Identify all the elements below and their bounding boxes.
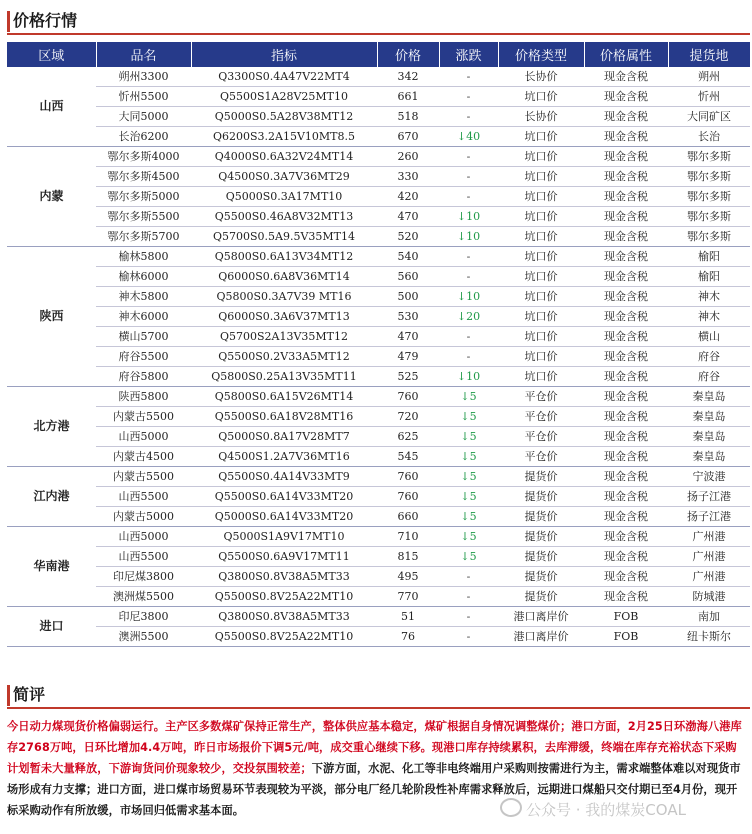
price-type-cell: 坑口价	[498, 187, 584, 207]
price-attr-cell: 现金含税	[584, 507, 668, 527]
spec-cell: Q3300S0.4A47V22MT4	[191, 67, 377, 87]
table-row	[7, 127, 750, 147]
section-divider	[7, 33, 750, 35]
table-row	[7, 347, 750, 367]
comment-highlight-text: 今日动力煤现货价格偏弱运行。主产区多数煤矿保持正常生产，整体供应基本稳定，煤矿根据自身情况调整煤价；港口方面，2月25日环渤海八港库存2768万吨，日环比增加4.4万吨，昨日市场报价下调5元/吨，成交重心继续下移。现港口库存持续累积，去库滞缓，终端在库存充裕状态下采购计划暂未大量释放，下游询货问价现象较少，交投氛围较差；	[7, 720, 742, 775]
price-attr-cell: 现金含税	[584, 287, 668, 307]
product-cell: 府谷5500	[96, 347, 191, 367]
price-cell: 770	[377, 587, 439, 607]
spec-cell: Q5000S1A9V17MT10	[191, 527, 377, 547]
product-cell: 榆林6000	[96, 267, 191, 287]
spec-cell: Q5500S0.4A14V33MT9	[191, 467, 377, 487]
price-cell: 660	[377, 507, 439, 527]
change-cell: -	[439, 107, 498, 127]
spec-cell: Q6000S0.6A8V36MT14	[191, 267, 377, 287]
region-cell: 北方港	[7, 387, 96, 467]
table-row	[7, 207, 750, 227]
price-type-cell: 提货价	[498, 487, 584, 507]
product-cell: 大同5000	[96, 107, 191, 127]
price-attr-cell: 现金含税	[584, 587, 668, 607]
table-row	[7, 427, 750, 447]
delivery-cell: 广州港	[668, 527, 750, 547]
price-cell: 530	[377, 307, 439, 327]
product-cell: 长治6200	[96, 127, 191, 147]
price-type-cell: 提货价	[498, 587, 584, 607]
price-attr-cell: 现金含税	[584, 447, 668, 467]
price-type-cell: 提货价	[498, 507, 584, 527]
price-attr-cell: 现金含税	[584, 567, 668, 587]
price-type-cell: 提货价	[498, 527, 584, 547]
table-row	[7, 447, 750, 467]
price-cell: 495	[377, 567, 439, 587]
price-section-header	[0, 9, 752, 35]
delivery-cell: 扬子江港	[668, 507, 750, 527]
price-attr-cell: 现金含税	[584, 167, 668, 187]
delivery-cell: 府谷	[668, 367, 750, 387]
price-type-cell: 坑口价	[498, 147, 584, 167]
table-row	[7, 567, 750, 587]
price-type-cell: 坑口价	[498, 247, 584, 267]
spec-cell: Q5000S0.3A17MT10	[191, 187, 377, 207]
product-cell: 印尼3800	[96, 607, 191, 627]
comment-paragraph	[7, 716, 744, 821]
price-attr-cell: 现金含税	[584, 527, 668, 547]
price-attr-cell: 现金含税	[584, 427, 668, 447]
delivery-cell: 秦皇岛	[668, 387, 750, 407]
delivery-cell: 广州港	[668, 567, 750, 587]
delivery-cell: 宁波港	[668, 467, 750, 487]
price-type-cell: 坑口价	[498, 87, 584, 107]
spec-cell: Q5800S0.6A13V34MT12	[191, 247, 377, 267]
price-cell: 545	[377, 447, 439, 467]
table-row	[7, 167, 750, 187]
column-header-price-type: 价格类型	[498, 42, 584, 67]
product-cell: 鄂尔多斯4000	[96, 147, 191, 167]
spec-cell: Q5000S0.8A17V28MT7	[191, 427, 377, 447]
delivery-cell: 秦皇岛	[668, 407, 750, 427]
region-cell: 进口	[7, 607, 96, 647]
price-attr-cell: 现金含税	[584, 87, 668, 107]
price-type-cell: 港口离岸价	[498, 607, 584, 627]
delivery-cell: 南加	[668, 607, 750, 627]
price-attr-cell: 现金含税	[584, 347, 668, 367]
price-attr-cell: 现金含税	[584, 107, 668, 127]
change-cell: ↓5	[439, 547, 498, 567]
price-attr-cell: 现金含税	[584, 327, 668, 347]
product-cell: 鄂尔多斯5700	[96, 227, 191, 247]
price-cell: 661	[377, 87, 439, 107]
price-type-cell: 坑口价	[498, 327, 584, 347]
column-header-price-attr: 价格属性	[584, 42, 668, 67]
table-row	[7, 307, 750, 327]
price-type-cell: 长协价	[498, 107, 584, 127]
delivery-cell: 榆阳	[668, 247, 750, 267]
delivery-cell: 府谷	[668, 347, 750, 367]
spec-cell: Q5500S1A28V25MT10	[191, 87, 377, 107]
price-cell: 560	[377, 267, 439, 287]
spec-cell: Q5800S0.25A13V35MT11	[191, 367, 377, 387]
change-cell: -	[439, 67, 498, 87]
spec-cell: Q5000S0.5A28V38MT12	[191, 107, 377, 127]
column-header-price: 价格	[377, 42, 439, 67]
delivery-cell: 大同矿区	[668, 107, 750, 127]
price-cell: 470	[377, 327, 439, 347]
product-cell: 澳洲5500	[96, 627, 191, 647]
table-row	[7, 627, 750, 647]
change-cell: ↓5	[439, 527, 498, 547]
price-type-cell: 坑口价	[498, 307, 584, 327]
section-divider	[7, 707, 750, 709]
product-cell: 山西5000	[96, 427, 191, 447]
region-cell: 华南港	[7, 527, 96, 607]
price-attr-cell: 现金含税	[584, 467, 668, 487]
change-cell: ↓5	[439, 487, 498, 507]
price-attr-cell: 现金含税	[584, 307, 668, 327]
delivery-cell: 广州港	[668, 547, 750, 567]
delivery-cell: 鄂尔多斯	[668, 167, 750, 187]
price-cell: 500	[377, 287, 439, 307]
delivery-cell: 鄂尔多斯	[668, 187, 750, 207]
change-cell: -	[439, 567, 498, 587]
change-cell: ↓5	[439, 507, 498, 527]
product-cell: 澳洲煤5500	[96, 587, 191, 607]
price-cell: 520	[377, 227, 439, 247]
price-attr-cell: 现金含税	[584, 407, 668, 427]
table-row	[7, 67, 750, 87]
table-row	[7, 507, 750, 527]
table-row	[7, 147, 750, 167]
section-accent-bar	[7, 685, 10, 706]
price-section-title: 价格行情	[13, 11, 78, 30]
price-type-cell: 坑口价	[498, 287, 584, 307]
price-type-cell: 坑口价	[498, 267, 584, 287]
price-cell: 760	[377, 487, 439, 507]
product-cell: 内蒙古5000	[96, 507, 191, 527]
price-type-cell: 坑口价	[498, 367, 584, 387]
table-row	[7, 547, 750, 567]
table-row	[7, 227, 750, 247]
change-cell: -	[439, 187, 498, 207]
delivery-cell: 秦皇岛	[668, 427, 750, 447]
table-body	[7, 67, 750, 647]
delivery-cell: 长治	[668, 127, 750, 147]
price-table	[7, 42, 751, 647]
column-header-product: 品名	[96, 42, 191, 67]
change-cell: ↓5	[439, 427, 498, 447]
change-cell: ↓5	[439, 407, 498, 427]
change-cell: ↓5	[439, 447, 498, 467]
price-cell: 720	[377, 407, 439, 427]
price-attr-cell: FOB	[584, 627, 668, 647]
price-attr-cell: 现金含税	[584, 227, 668, 247]
price-type-cell: 平仓价	[498, 387, 584, 407]
delivery-cell: 朔州	[668, 67, 750, 87]
table-row	[7, 327, 750, 347]
change-cell: ↓5	[439, 467, 498, 487]
price-cell: 51	[377, 607, 439, 627]
spec-cell: Q5000S0.6A14V33MT20	[191, 507, 377, 527]
comment-body-text: 下游方面，水泥、化工等非电终端用户采购则按需进行为主，需求端整体难以对现货市场形成有力支撑；进口方面，进口煤市场贸易环节表现较为平淡，部分电厂经几轮阶段性补库需求释放后，远期进口煤船只交付期已至4月份，现开标采购动作有所放缓，市场回归低需求基本面。	[7, 762, 741, 817]
delivery-cell: 纽卡斯尔	[668, 627, 750, 647]
price-cell: 760	[377, 387, 439, 407]
product-cell: 横山5700	[96, 327, 191, 347]
spec-cell: Q5500S0.6A14V33MT20	[191, 487, 377, 507]
price-attr-cell: 现金含税	[584, 147, 668, 167]
spec-cell: Q4500S1.2A7V36MT16	[191, 447, 377, 467]
delivery-cell: 扬子江港	[668, 487, 750, 507]
product-cell: 山西5500	[96, 487, 191, 507]
table-row	[7, 367, 750, 387]
product-cell: 陕西5800	[96, 387, 191, 407]
price-attr-cell: 现金含税	[584, 547, 668, 567]
price-attr-cell: 现金含税	[584, 187, 668, 207]
delivery-cell: 横山	[668, 327, 750, 347]
section-accent-bar	[7, 11, 10, 32]
price-cell: 479	[377, 347, 439, 367]
price-cell: 342	[377, 67, 439, 87]
table-row	[7, 287, 750, 307]
price-type-cell: 港口离岸价	[498, 627, 584, 647]
column-header-spec: 指标	[191, 42, 377, 67]
delivery-cell: 忻州	[668, 87, 750, 107]
table-row	[7, 187, 750, 207]
column-header-region: 区域	[7, 42, 96, 67]
change-cell: ↓40	[439, 127, 498, 147]
product-cell: 鄂尔多斯5500	[96, 207, 191, 227]
region-cell: 江内港	[7, 467, 96, 527]
column-header-delivery: 提货地	[668, 42, 750, 67]
change-cell: -	[439, 247, 498, 267]
price-attr-cell: 现金含税	[584, 367, 668, 387]
delivery-cell: 鄂尔多斯	[668, 207, 750, 227]
price-cell: 470	[377, 207, 439, 227]
product-cell: 忻州5500	[96, 87, 191, 107]
spec-cell: Q6200S3.2A15V10MT8.5	[191, 127, 377, 147]
delivery-cell: 鄂尔多斯	[668, 147, 750, 167]
table-row	[7, 407, 750, 427]
change-cell: -	[439, 347, 498, 367]
table-row	[7, 607, 750, 627]
delivery-cell: 鄂尔多斯	[668, 227, 750, 247]
spec-cell: Q6000S0.3A6V37MT13	[191, 307, 377, 327]
price-type-cell: 提货价	[498, 467, 584, 487]
product-cell: 鄂尔多斯5000	[96, 187, 191, 207]
table-row	[7, 107, 750, 127]
change-cell: -	[439, 607, 498, 627]
product-cell: 神木6000	[96, 307, 191, 327]
table-row	[7, 267, 750, 287]
table-row	[7, 387, 750, 407]
price-attr-cell: 现金含税	[584, 267, 668, 287]
spec-cell: Q3800S0.8V38A5MT33	[191, 607, 377, 627]
price-cell: 540	[377, 247, 439, 267]
price-attr-cell: 现金含税	[584, 387, 668, 407]
product-cell: 内蒙古5500	[96, 407, 191, 427]
price-attr-cell: 现金含税	[584, 67, 668, 87]
table-row	[7, 587, 750, 607]
price-attr-cell: 现金含税	[584, 247, 668, 267]
table-row	[7, 87, 750, 107]
product-cell: 山西5500	[96, 547, 191, 567]
comment-section-title: 简评	[13, 685, 46, 704]
price-attr-cell: FOB	[584, 607, 668, 627]
change-cell: -	[439, 587, 498, 607]
change-cell: -	[439, 267, 498, 287]
price-cell: 518	[377, 107, 439, 127]
price-cell: 670	[377, 127, 439, 147]
price-cell: 525	[377, 367, 439, 387]
table-row	[7, 487, 750, 507]
price-type-cell: 长协价	[498, 67, 584, 87]
price-cell: 625	[377, 427, 439, 447]
spec-cell: Q5500S0.2V33A5MT12	[191, 347, 377, 367]
spec-cell: Q5700S0.5A9.5V35MT14	[191, 227, 377, 247]
region-cell: 内蒙	[7, 147, 96, 247]
change-cell: -	[439, 87, 498, 107]
delivery-cell: 秦皇岛	[668, 447, 750, 467]
table-header	[7, 42, 750, 67]
column-header-change: 涨跌	[439, 42, 498, 67]
price-type-cell: 平仓价	[498, 427, 584, 447]
spec-cell: Q4500S0.3A7V36MT29	[191, 167, 377, 187]
spec-cell: Q5800S0.6A15V26MT14	[191, 387, 377, 407]
watermark-text: 公众号 · 我的煤炭COAL	[526, 801, 686, 819]
spec-cell: Q5800S0.3A7V39 MT16	[191, 287, 377, 307]
spec-cell: Q5500S0.6A18V28MT16	[191, 407, 377, 427]
price-cell: 710	[377, 527, 439, 547]
price-cell: 76	[377, 627, 439, 647]
delivery-cell: 榆阳	[668, 267, 750, 287]
spec-cell: Q5500S0.8V25A22MT10	[191, 587, 377, 607]
price-attr-cell: 现金含税	[584, 207, 668, 227]
product-cell: 鄂尔多斯4500	[96, 167, 191, 187]
product-cell: 榆林5800	[96, 247, 191, 267]
product-cell: 内蒙古5500	[96, 467, 191, 487]
table-row	[7, 467, 750, 487]
table-row	[7, 247, 750, 267]
spec-cell: Q5700S2A13V35MT12	[191, 327, 377, 347]
change-cell: ↓10	[439, 287, 498, 307]
delivery-cell: 神木	[668, 287, 750, 307]
price-type-cell: 坑口价	[498, 207, 584, 227]
price-attr-cell: 现金含税	[584, 487, 668, 507]
spec-cell: Q3800S0.8V38A5MT33	[191, 567, 377, 587]
price-type-cell: 坑口价	[498, 227, 584, 247]
price-cell: 260	[377, 147, 439, 167]
price-type-cell: 坑口价	[498, 167, 584, 187]
region-cell: 山西	[7, 67, 96, 147]
change-cell: ↓10	[439, 207, 498, 227]
comment-section-header	[0, 683, 752, 709]
change-cell: ↓20	[439, 307, 498, 327]
price-cell: 760	[377, 467, 439, 487]
change-cell: ↓10	[439, 367, 498, 387]
change-cell: -	[439, 147, 498, 167]
price-attr-cell: 现金含税	[584, 127, 668, 147]
price-type-cell: 平仓价	[498, 447, 584, 467]
product-cell: 内蒙古4500	[96, 447, 191, 467]
product-cell: 朔州3300	[96, 67, 191, 87]
spec-cell: Q5500S0.8V25A22MT10	[191, 627, 377, 647]
region-cell: 陕西	[7, 247, 96, 387]
product-cell: 印尼煤3800	[96, 567, 191, 587]
delivery-cell: 防城港	[668, 587, 750, 607]
delivery-cell: 神木	[668, 307, 750, 327]
price-cell: 330	[377, 167, 439, 187]
price-cell: 815	[377, 547, 439, 567]
price-type-cell: 平仓价	[498, 407, 584, 427]
product-cell: 山西5000	[96, 527, 191, 547]
change-cell: ↓5	[439, 387, 498, 407]
product-cell: 神木5800	[96, 287, 191, 307]
price-type-cell: 提货价	[498, 547, 584, 567]
spec-cell: Q5500S0.6A9V17MT11	[191, 547, 377, 567]
change-cell: -	[439, 167, 498, 187]
price-cell: 420	[377, 187, 439, 207]
product-cell: 府谷5800	[96, 367, 191, 387]
table-row	[7, 527, 750, 547]
price-type-cell: 提货价	[498, 567, 584, 587]
change-cell: -	[439, 627, 498, 647]
spec-cell: Q5500S0.46A8V32MT13	[191, 207, 377, 227]
change-cell: -	[439, 327, 498, 347]
price-type-cell: 坑口价	[498, 347, 584, 367]
spec-cell: Q4000S0.6A32V24MT14	[191, 147, 377, 167]
price-type-cell: 坑口价	[498, 127, 584, 147]
change-cell: ↓10	[439, 227, 498, 247]
